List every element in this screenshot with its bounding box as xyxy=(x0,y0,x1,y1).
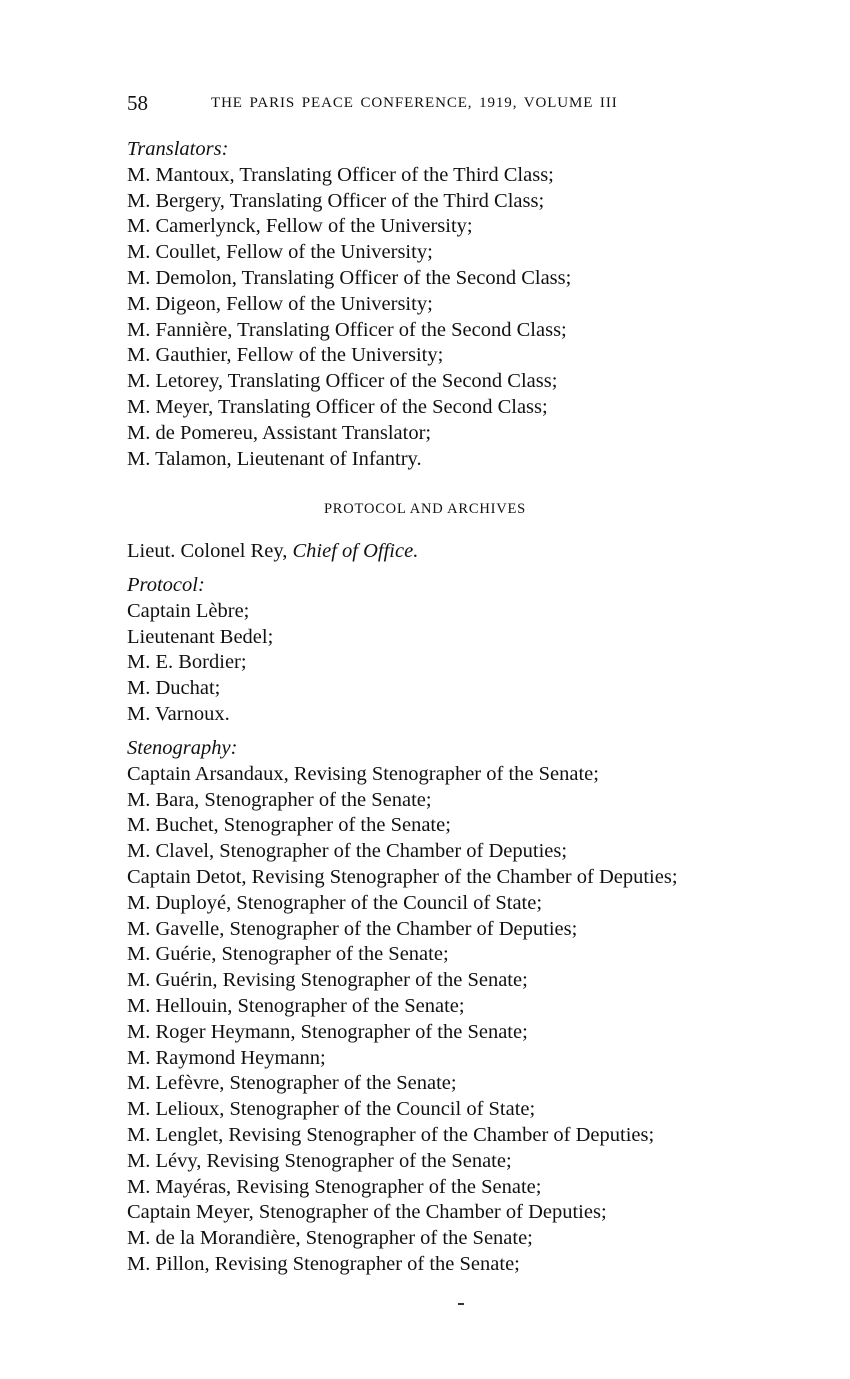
stenography-entry: M. Buchet, Stenographer of the Senate; xyxy=(127,814,451,837)
page-number: 58 xyxy=(127,91,148,115)
stenography-entry: M. Lelioux, Stenographer of the Council of State; xyxy=(127,1098,536,1121)
stenography-entry: M. Lenglet, Revising Stenographer of the Chamber of Deputies; xyxy=(127,1123,655,1146)
protocol-heading: Protocol: xyxy=(127,574,205,596)
stenography-entry: M. Guérin, Revising Stenographer of the Senate; xyxy=(127,969,528,992)
stenography-entry: M. Roger Heymann, Stenographer of the Senate; xyxy=(127,1020,528,1043)
stenography-entry: M. Gavelle, Stenographer of the Chamber of Deputies; xyxy=(127,917,578,940)
translator-entry: M. Mantoux, Translating Officer of the Third Class; xyxy=(127,163,554,186)
stenography-heading: Stenography: xyxy=(127,737,238,759)
translators-section xyxy=(127,137,571,472)
chief-of-office-line xyxy=(127,537,418,565)
translator-entry: M. Demolon, Translating Officer of the Second Class; xyxy=(127,266,572,289)
stenography-entry: M. Lefèvre, Stenographer of the Senate; xyxy=(127,1072,457,1095)
translator-entry: M. Camerlynck, Fellow of the University; xyxy=(127,215,473,238)
translators-heading: Translators: xyxy=(127,138,229,160)
protocol-entry: M. Varnoux. xyxy=(127,702,230,725)
protocol-entry: Lieutenant Bedel; xyxy=(127,625,274,648)
translator-entry: M. Coullet, Fellow of the University; xyxy=(127,241,433,264)
stenography-entry: M. Lévy, Revising Stenographer of the Senate; xyxy=(127,1149,512,1172)
stenography-entry: M. Bara, Stenographer of the Senate; xyxy=(127,788,432,811)
translator-entry: M. Digeon, Fellow of the University; xyxy=(127,292,433,315)
stenography-entry: M. Hellouin, Stenographer of the Senate; xyxy=(127,994,465,1017)
stenography-entry: M. Duployé, Stenographer of the Council of State; xyxy=(127,891,543,914)
section-heading: PROTOCOL AND ARCHIVES xyxy=(323,501,527,517)
stenography-entry: M. Raymond Heymann; xyxy=(127,1046,326,1069)
protocol-entry: M. Duchat; xyxy=(127,677,221,700)
chief-title: Chief of Office. xyxy=(292,540,419,562)
stenography-entry: M. de la Morandière, Stenographer of the Senate; xyxy=(127,1227,533,1250)
translator-entry: M. Bergery, Translating Officer of the Third Class; xyxy=(127,189,545,212)
stenography-entry: Captain Detot, Revising Stenographer of the Chamber of Deputies; xyxy=(127,865,678,888)
running-head: THE PARIS PEACE CONFERENCE, 1919, VOLUME III xyxy=(211,95,618,111)
translator-entry: M. Talamon, Lieutenant of Infantry. xyxy=(127,447,422,470)
footer-mark xyxy=(458,1303,464,1305)
translator-entry: M. de Pomereu, Assistant Translator; xyxy=(127,421,432,444)
chief-name: Lieut. Colonel Rey, xyxy=(127,540,288,562)
translator-entry: M. Meyer, Translating Officer of the Second Class; xyxy=(127,395,548,418)
translator-entry: M. Fannière, Translating Officer of the Second Class; xyxy=(127,318,567,341)
page-header xyxy=(127,88,727,118)
stenography-entry: Captain Meyer, Stenographer of the Chamber of Deputies; xyxy=(127,1201,607,1224)
protocol-section xyxy=(127,573,273,728)
stenography-section xyxy=(127,736,678,1278)
protocol-entry: Captain Lèbre; xyxy=(127,599,250,622)
stenography-entry: M. Pillon, Revising Stenographer of the Senate; xyxy=(127,1252,520,1275)
translator-entry: M. Gauthier, Fellow of the University; xyxy=(127,344,444,367)
stenography-entry: M. Clavel, Stenographer of the Chamber of Deputies; xyxy=(127,840,568,863)
translator-entry: M. Letorey, Translating Officer of the Second Class; xyxy=(127,370,558,393)
stenography-entry: M. Guérie, Stenographer of the Senate; xyxy=(127,943,449,966)
protocol-entry: M. E. Bordier; xyxy=(127,651,247,674)
stenography-entry: Captain Arsandaux, Revising Stenographer of the Senate; xyxy=(127,762,599,785)
stenography-entry: M. Mayéras, Revising Stenographer of the Senate; xyxy=(127,1175,542,1198)
